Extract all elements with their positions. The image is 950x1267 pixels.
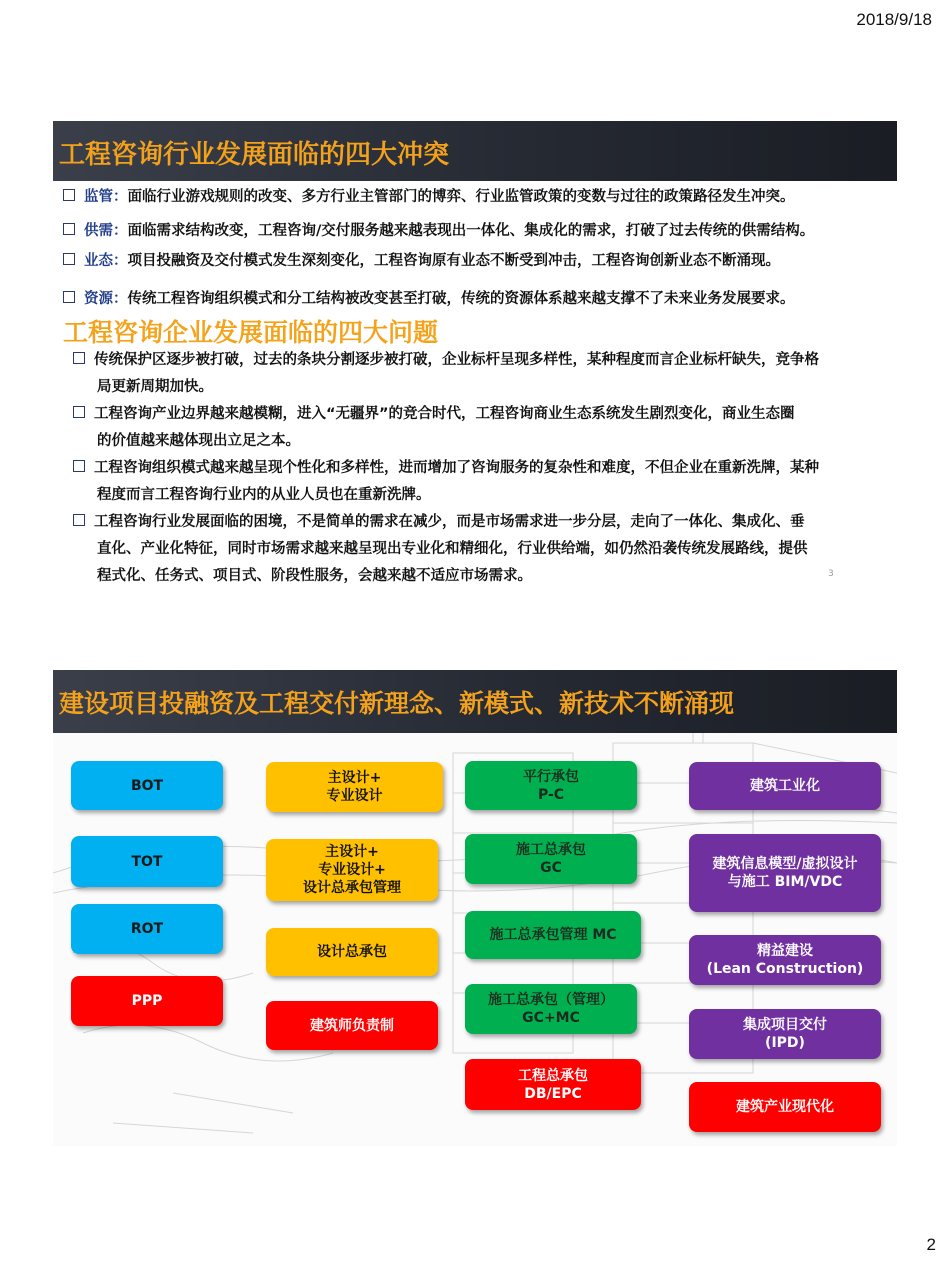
conflict-item [63,219,814,240]
conflict-key: 业态： [84,253,128,269]
conflict-text: 传统工程咨询组织模式和分工结构被改变甚至打破，传统的资源体系越来越支撑不了未来业务发展要求。 [127,291,795,307]
model-card-parallel-contract: 平行承包 P-C [465,761,637,810]
problem-item [73,509,893,590]
section-subtitle: 工程咨询企业发展面临的四大问题 [63,318,439,347]
conflict-item [63,287,795,308]
title-banner [53,670,897,733]
model-card-db-epc: 工程总承包 DB/EPC [465,1059,641,1110]
problem-item [73,455,893,509]
model-card-architect-responsibility: 建筑师负责制 [266,1001,438,1050]
problem-text-rest: 程度而言工程咨询行业内的从业人员也在重新洗牌。 [97,487,431,503]
tech-card-industrialization: 建筑工业化 [689,762,881,810]
problem-item [73,401,893,455]
problem-text-rest: 直化、产业化特征，同时市场需求越来越呈现出专业化和精细化，行业供给端，如仍然沿袭传统发展路线，提供 程式化、任务式、项目式、阶段性服务，会越来越不适应市场需求。 [97,541,808,584]
model-card-main-design: 主设计+ 专业设计 [266,762,443,812]
conflict-key: 供需： [84,223,128,239]
checkbox-bullet-icon [73,352,85,364]
conflict-key: 监管： [84,189,128,205]
checkbox-bullet-icon [63,253,75,265]
conflict-text: 面临需求结构改变，工程咨询/交付服务越来越表现出一体化、集成化的需求，打破了过去传统的供需结构。 [127,223,815,239]
model-card-mc: 施工总承包管理 MC [465,911,641,959]
conflict-text: 项目投融资及交付模式发生深刻变化，工程咨询原有业态不断受到冲击，工程咨询创新业态不断涌现。 [127,253,780,269]
problem-text-rest: 的价值越来越体现出立足之本。 [97,433,300,449]
tech-card-lean-construction: 精益建设 (Lean Construction) [689,935,881,985]
slide-title: 工程咨询行业发展面临的四大冲突 [59,140,450,170]
conflict-item [63,249,780,270]
model-card-bot: BOT [71,761,223,810]
model-card-ppp: PPP [71,976,223,1026]
model-card-gc-mc: 施工总承包（管理） GC+MC [465,984,637,1034]
checkbox-bullet-icon [73,460,85,472]
model-card-design-contract: 设计总承包 [266,928,438,976]
problem-text-line1: 工程咨询产业边界越来越模糊，进入“无疆界”的竞合时代，工程咨询商业生态系统发生剧烈变化，商业生态圈 [94,406,795,422]
conflict-text: 面临行业游戏规则的改变、多方行业主管部门的博弈、行业监管政策的变数与过往的政策路径发生冲突。 [127,189,795,205]
checkbox-bullet-icon [63,291,75,303]
slide-number: 3 [828,569,834,579]
checkbox-bullet-icon [73,406,85,418]
title-banner [53,121,897,181]
slide-conflicts [53,121,897,591]
problem-text-line1: 工程咨询组织模式越来越呈现个性化和多样性，进而增加了咨询服务的复杂性和难度，不但企业在重新洗牌，某种 [94,460,819,476]
problem-item [73,347,893,401]
checkbox-bullet-icon [63,189,75,201]
tech-card-modernization: 建筑产业现代化 [689,1082,881,1132]
slide-title: 建设项目投融资及工程交付新理念、新模式、新技术不断涌现 [59,689,735,718]
slide-new-models [53,670,897,1146]
model-card-design-management: 主设计+ 专业设计+ 设计总承包管理 [266,839,438,901]
page-number: 2 [926,1235,936,1254]
header-date: 2018/9/18 [856,10,932,29]
checkbox-bullet-icon [73,514,85,526]
model-card-rot: ROT [71,904,223,954]
tech-card-bim-vdc: 建筑信息模型/虚拟设计 与施工 BIM/VDC [689,834,881,912]
tech-card-ipd: 集成项目交付 (IPD) [689,1009,881,1059]
problem-text-rest: 局更新周期加快。 [97,379,213,395]
checkbox-bullet-icon [63,223,75,235]
conflict-key: 资源： [84,291,128,307]
model-card-gc: 施工总承包 GC [465,834,637,884]
problem-text-line1: 传统保护区逐步被打破，过去的条块分割逐步被打破，企业标杆呈现多样性，某种程度而言企业标杆缺失，竞争格 [94,352,819,368]
model-card-tot: TOT [71,836,223,887]
conflict-item [63,185,795,206]
problem-text-line1: 工程咨询行业发展面临的困境，不是简单的需求在减少，而是市场需求进一步分层，走向了一体化、集成化、垂 [94,514,805,530]
